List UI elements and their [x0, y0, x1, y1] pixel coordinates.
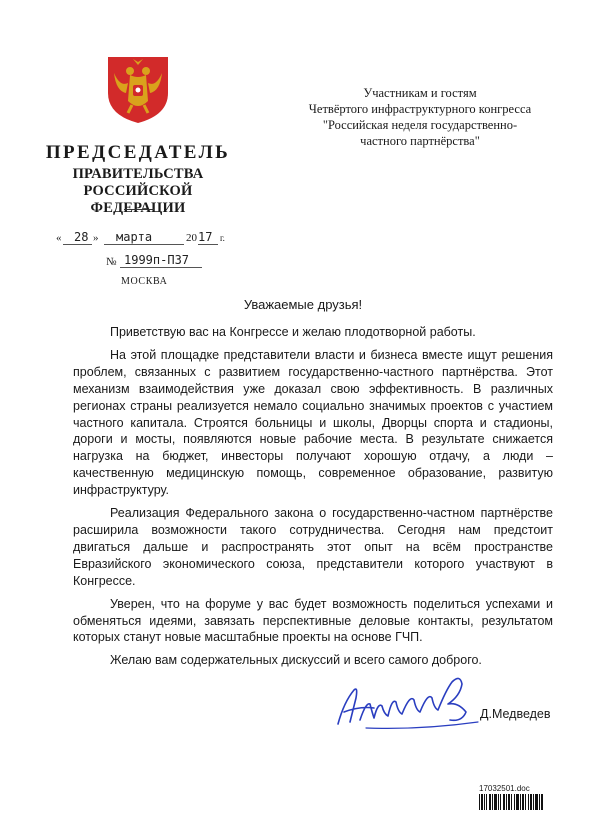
date-month: марта [116, 230, 153, 244]
date-year-underline [198, 244, 218, 245]
body-paragraph: Уверен, что на форуме у вас будет возможность поделиться успехами и обменяться идеями, завязать перспективные деловые контакты, результатом которых станут новые масштабные проекты на основе ГЧП. [73, 596, 553, 645]
date-month-underline [104, 244, 184, 245]
signer-name: Д.Медведев [480, 707, 551, 721]
issuer-title: ПРЕДСЕДАТЕЛЬ [45, 142, 231, 163]
handwritten-signature [330, 672, 480, 734]
issuer-line-1: ПРАВИТЕЛЬСТВА [72, 166, 204, 182]
salutation: Уважаемые друзья! [243, 297, 363, 312]
body-paragraph: Желаю вам содержательных дискуссий и всего самого доброго. [110, 653, 482, 668]
date-day-underline [63, 244, 92, 245]
body-paragraph: Приветствую вас на Конгрессе и желаю плодотворной работы. [110, 325, 476, 339]
document-code: 17032501.doc [479, 784, 530, 793]
city-label: МОСКВА [121, 276, 168, 287]
date-open-quote: « [56, 232, 62, 244]
date-close-quote: » [93, 232, 99, 244]
date-year-suffix: 17 [198, 230, 213, 244]
date-year-prefix: 20 [186, 232, 197, 244]
coat-of-arms-icon [106, 53, 170, 125]
addressee-block [270, 85, 570, 149]
addressee-line: частного партнёрства" [360, 134, 480, 148]
date-year-unit: г. [220, 233, 225, 243]
date-day: 28 [74, 230, 89, 244]
barcode-icon [479, 794, 543, 810]
number-prefix: № [106, 256, 117, 268]
body-paragraph: На этой площадке представители власти и бизнеса вместе ищут решения проблем, связанных с развитием государственно-частного партнёрства. Этот механизм взаимодействия уже доказал свою эффективность. В различных регионах страны реализуется немало социально значимых проектов с участием частного капитала. Строятся больницы и школы, Дворцы спорта и стадионы, дороги и мосты, появляются новые рабочие места. В результате снижается нагрузка на бюджет, инвесторы получают хорошую отдачу, а люди – качественную медицинскую помощь, современное образование, развитую инфраструктуру. [73, 347, 553, 498]
addressee-line: Четвёртого инфраструктурного конгресса [308, 102, 532, 116]
number-underline [120, 267, 202, 268]
issuer-line-2: РОССИЙСКОЙ ФЕДЕРАЦИИ [83, 183, 193, 216]
issuer-divider [124, 209, 154, 210]
body-paragraph: Реализация Федерального закона о государственно-частном партнёрстве расширила возможности такого сотрудничества. Сегодня нам предстоит двигаться дальше и распространять этот опыт на всём пространстве Евразийского экономического союза, представители которого участвуют в Конгрессе. [73, 506, 553, 588]
letter-body [73, 324, 553, 669]
outgoing-number: 1999п-П37 [124, 253, 190, 267]
addressee-line: Участникам и гостям [363, 86, 477, 100]
addressee-line: "Российская неделя государственно- [322, 118, 518, 132]
